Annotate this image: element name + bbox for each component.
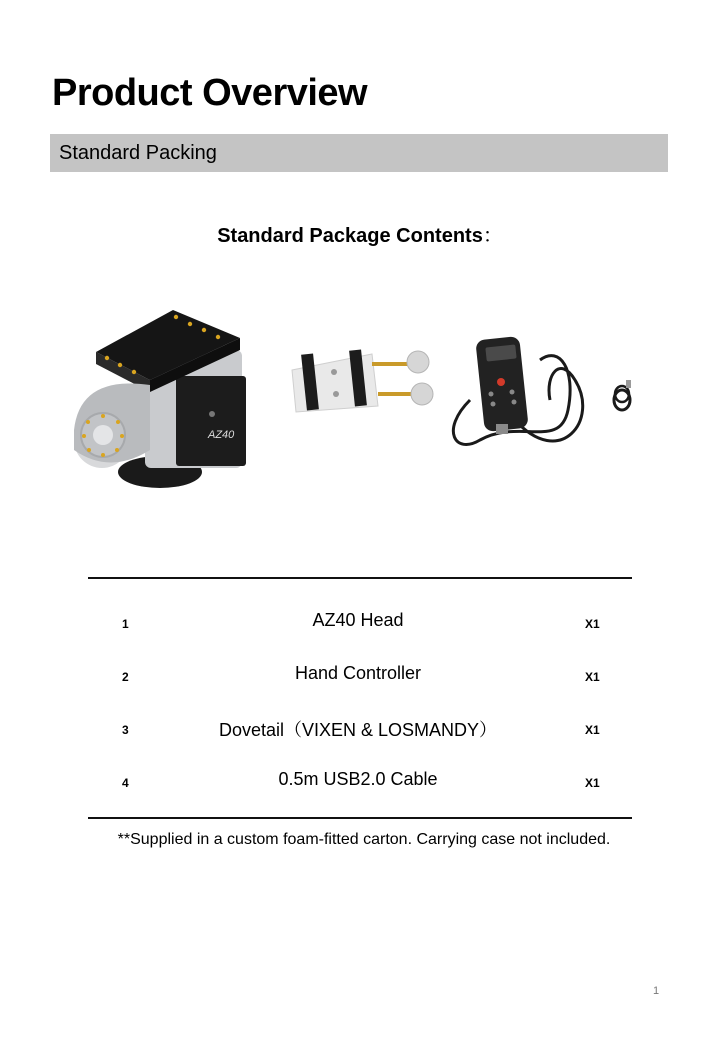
item-number: 1 [122, 617, 129, 631]
product-images [0, 300, 720, 500]
table-bottom-rule [88, 817, 632, 819]
contents-heading-text: Standard Package Contents [217, 225, 483, 247]
table-row [88, 610, 632, 640]
section-header [50, 134, 668, 172]
item-quantity: X1 [585, 670, 600, 684]
item-name: AZ40 Head [312, 610, 404, 630]
item-quantity: X1 [585, 776, 600, 790]
page-number: 1 [653, 985, 660, 997]
item-name: 0.5m USB2.0 Cable [278, 769, 438, 789]
item-number: 3 [122, 723, 129, 737]
dovetail-image [292, 350, 433, 412]
hand-controller-image [453, 336, 582, 445]
item-name: Dovetail（VIXEN & LOSMANDY） [218, 720, 498, 740]
table-row [88, 769, 632, 799]
contents-heading-colon: ： [482, 225, 503, 247]
table-row [88, 663, 632, 693]
contents-heading [0, 219, 720, 248]
section-title: Standard Packing [59, 142, 217, 164]
item-number: 4 [122, 776, 129, 790]
az40-head-image [74, 310, 246, 488]
table-top-rule [88, 577, 632, 579]
usb-cable-image [614, 380, 631, 410]
item-name: Hand Controller [294, 663, 422, 683]
packing-note: **Supplied in a custom foam-fitted carton. Carrying case not included. [117, 831, 611, 848]
item-quantity: X1 [585, 617, 600, 631]
item-number: 2 [122, 670, 129, 684]
table-row [88, 716, 632, 746]
item-quantity: X1 [585, 723, 600, 737]
page-title: Product Overview [52, 72, 368, 114]
az40-device-label: AZ40 [208, 429, 235, 441]
